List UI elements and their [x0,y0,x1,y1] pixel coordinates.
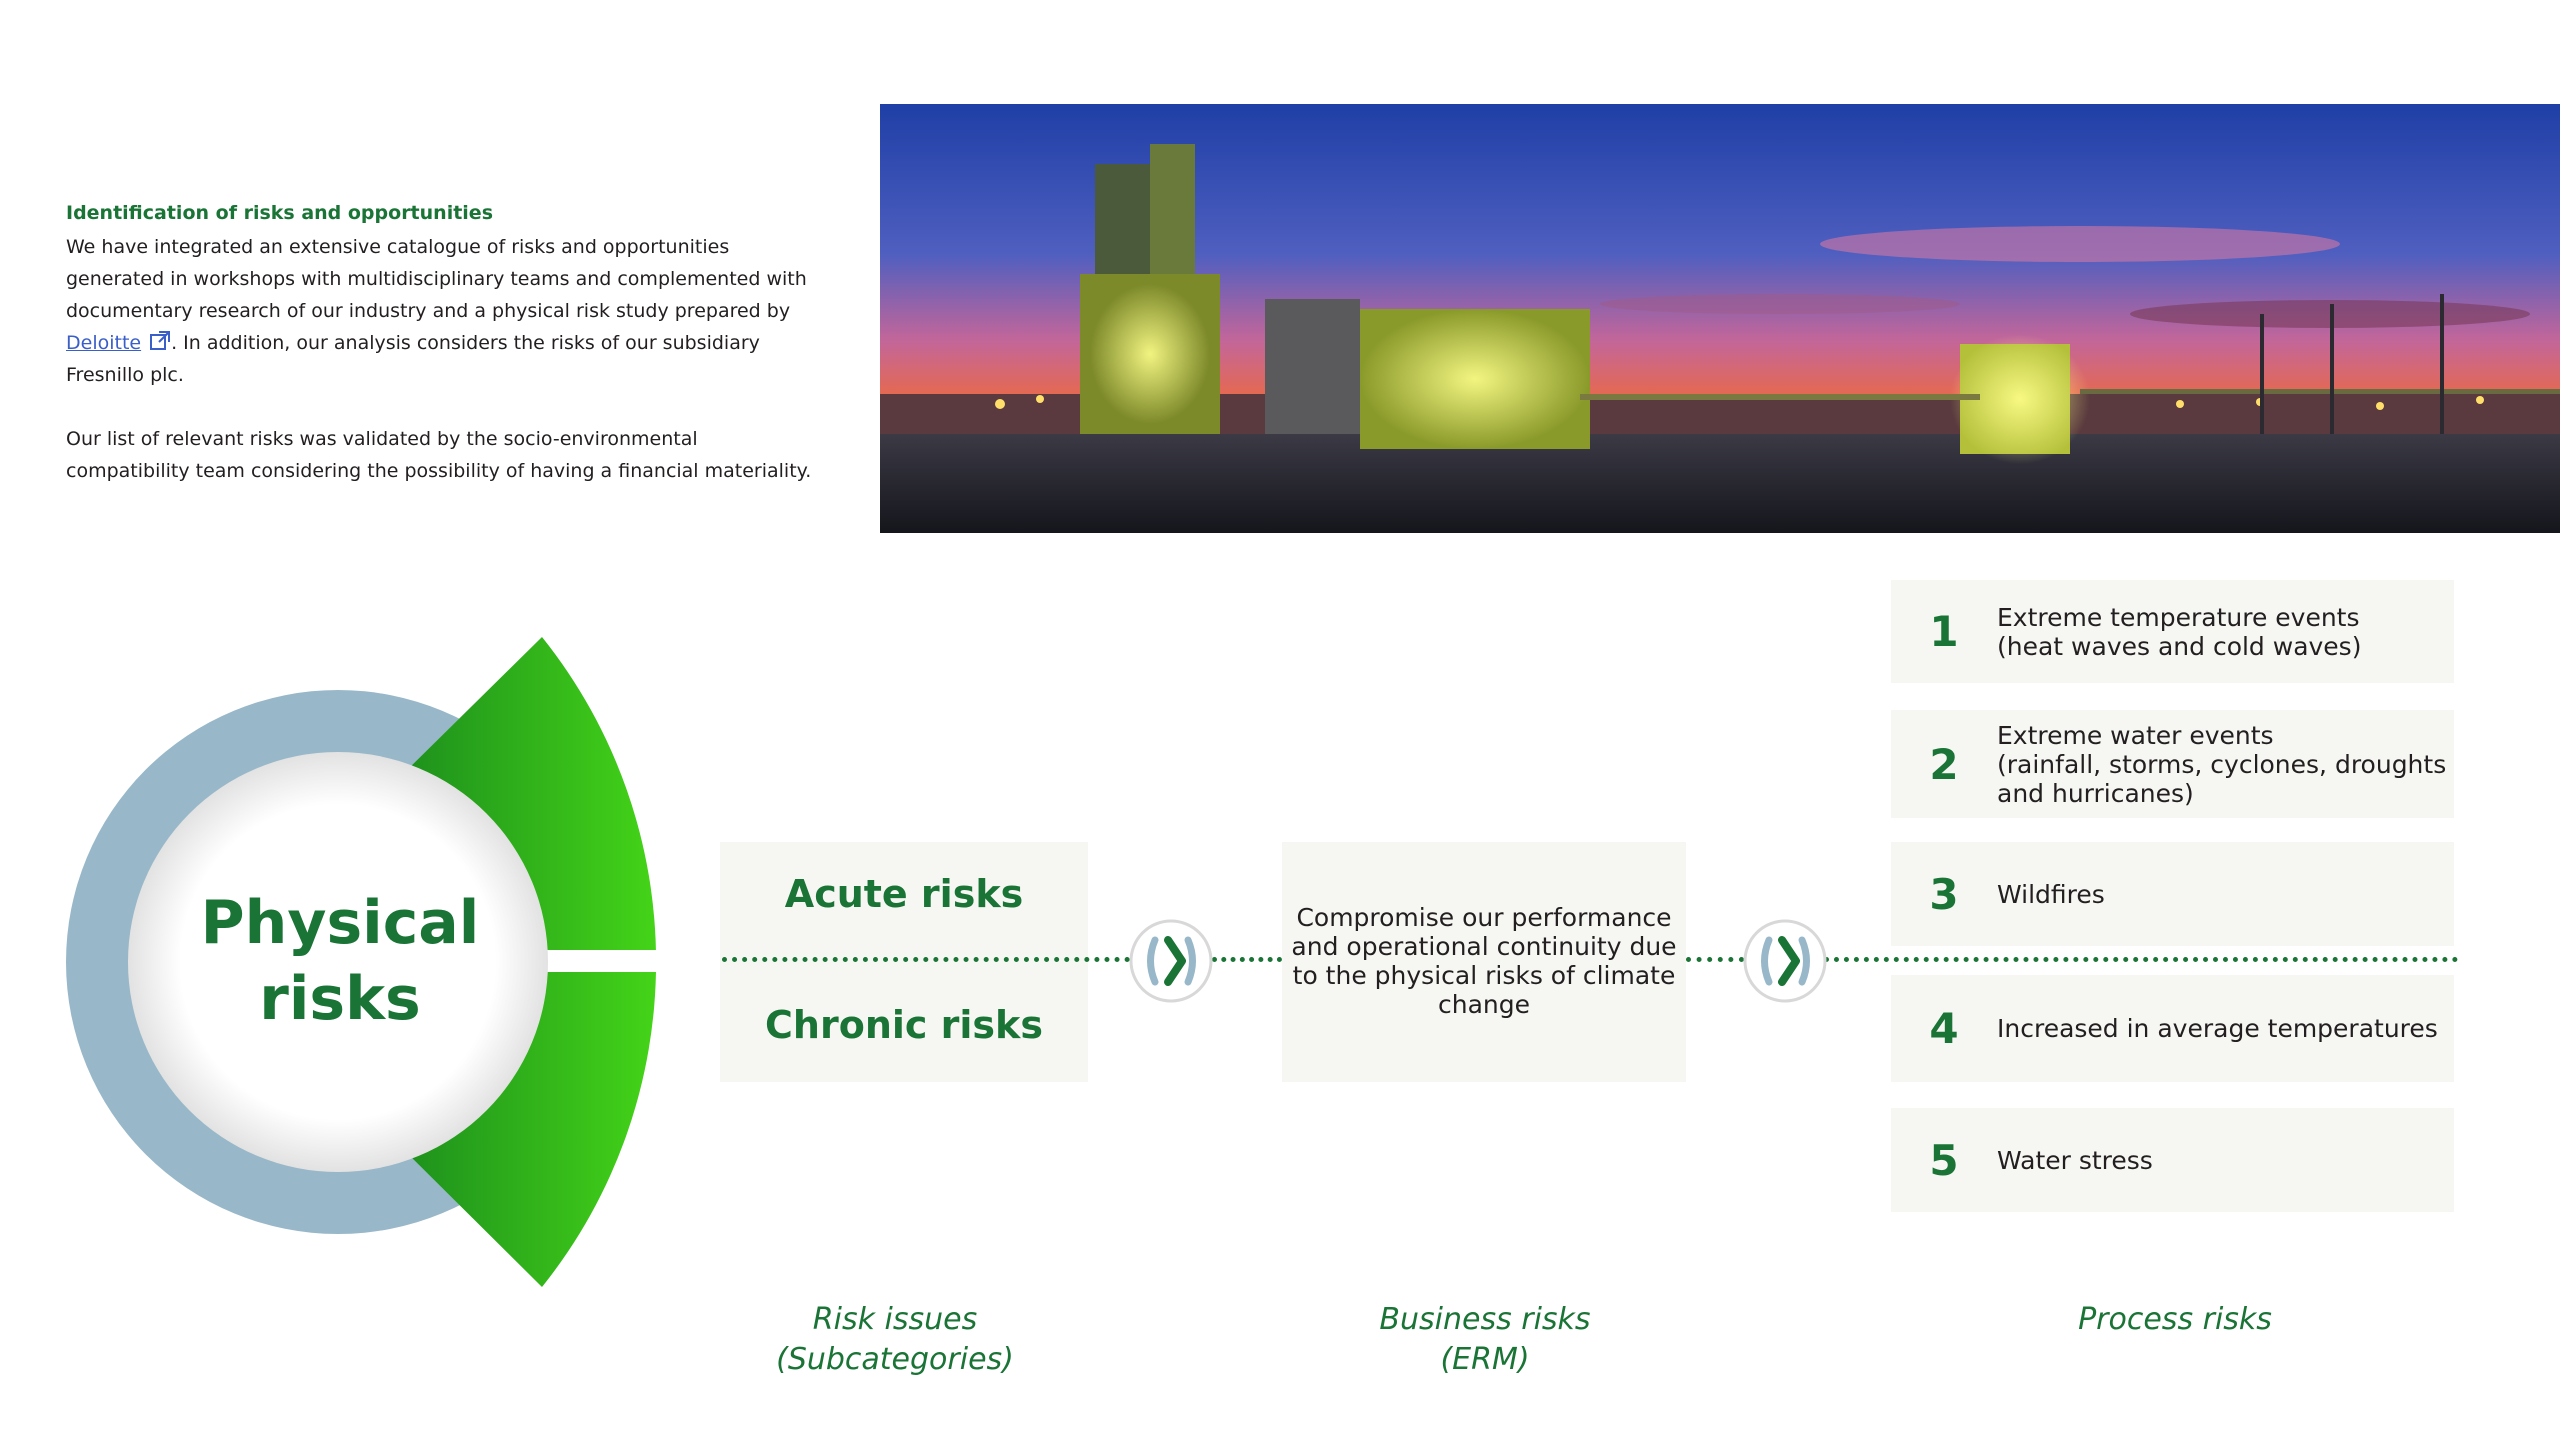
process-risk-text [1997,1146,2153,1175]
process-risk-line: Water stress [1997,1145,2153,1175]
process-risk-number: 4 [1929,1004,1959,1053]
process-risk-line: Increased in average temperatures [1997,1014,2438,1043]
intro-paragraph-2: Our list of relevant risks was validated by the socio-environmental compatibility team considering the possibility of having a financial materiality. [66,428,812,482]
process-risk-text [1997,603,2361,661]
process-risk-item [1891,710,2454,818]
chevron-right-icon [1742,918,1828,1004]
center-title-line2: risks [259,964,421,1034]
plant-at-dusk-image [880,104,2560,533]
chevron-right-icon [1128,918,1214,1004]
process-risk-line: (heat waves and cold waves) [1997,631,2362,661]
intro-paragraph-1 [66,231,826,391]
process-risk-number: 5 [1929,1135,1959,1185]
process-risk-item [1891,1108,2454,1212]
intro-text-after-link: . In addition, our analysis considers the risks of our subsidiary Fresnillo plc. [66,332,760,386]
process-risk-text [1997,880,2105,909]
industrial-plant-photo [880,104,2560,533]
deloitte-link[interactable]: Deloitte [66,332,142,354]
column-label-line: Process risks [2078,1302,2272,1337]
process-risk-line: Wildfires [1997,879,2105,909]
column-label-line: (Subcategories) [776,1342,1014,1377]
column-label-line: (ERM) [1440,1342,1530,1377]
section-heading: Identification of risks and opportunities [66,202,493,224]
connector-line-3 [1686,957,1744,962]
process-risk-number: 1 [1929,607,1959,656]
connector-line-2 [1212,957,1282,962]
chronic-risks-label: Chronic risks [765,1003,1043,1047]
center-title-line1: Physical [200,888,480,958]
process-risk-item [1891,580,2454,683]
process-risk-item [1891,842,2454,946]
intro-section [66,202,826,487]
acute-risks-label: Acute risks [784,872,1024,916]
column-label-process-risks [1980,1300,2370,1340]
column-label-line: Risk issues [812,1302,978,1337]
process-risk-number: 3 [1929,869,1959,919]
center-title [180,885,500,1037]
business-risk-text: Compromise our performance and operational continuity due to the physical risks of climate change [1291,903,1677,1019]
external-link-icon[interactable] [149,330,171,352]
column-label-line: Business risks [1379,1302,1591,1337]
process-risk-item [1891,975,2454,1082]
process-risk-line: Extreme temperature events [1997,602,2360,632]
intro-text-before-link: We have integrated an extensive catalogue of risks and opportunities generated in workshops with multidisciplinary teams and complemented with documentary research of our industry and a physical risk study prepared by [66,236,807,322]
divider-line [540,950,740,972]
process-risk-line: (rainfall, storms, cyclones, droughts [1997,749,2447,779]
process-risk-text [1997,721,2446,808]
connector-line-4 [1824,957,2458,962]
column-label-business-risks [1290,1300,1680,1380]
connector-line-1 [722,957,1130,962]
process-risk-number: 2 [1929,739,1959,789]
process-risk-text [1997,1014,2438,1043]
column-label-risk-issues [700,1300,1090,1380]
process-risk-line: Extreme water events [1997,720,2274,750]
process-risk-line: and hurricanes) [1997,778,2194,808]
